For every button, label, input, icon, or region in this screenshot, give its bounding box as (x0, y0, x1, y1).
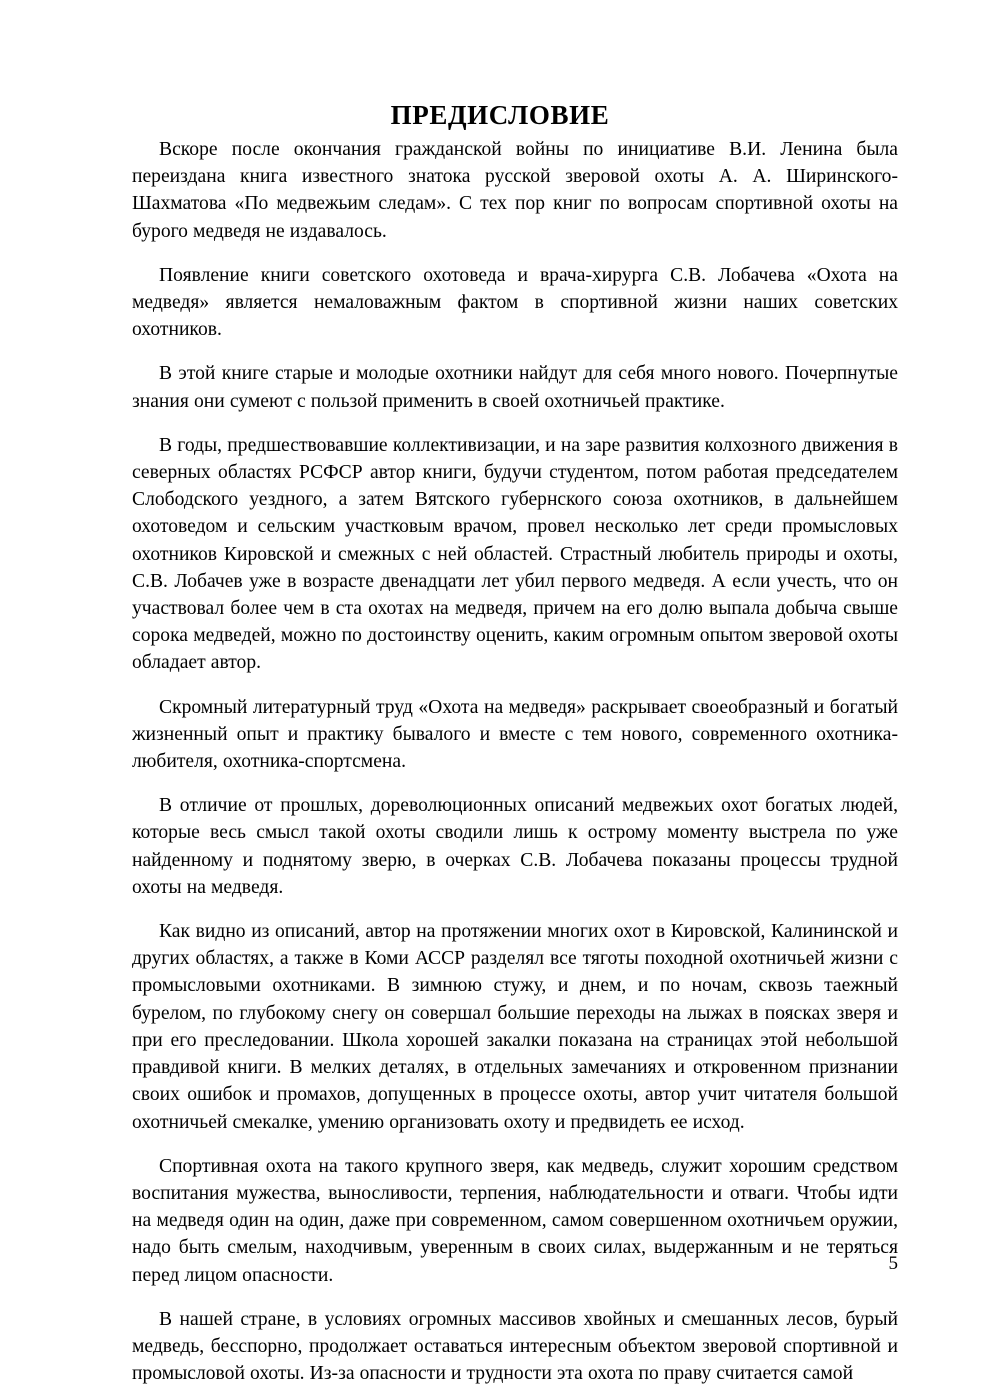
body-text-block (132, 136, 898, 1387)
paragraph: Вскоре после окончания гражданской войны по инициативе В.И. Ленина была переиздана книга известного знатока русской зверовой охоты А. А. Ширинского-Шахматова «По медвежьим следам». С тех пор книг по вопросам спортивной охоты на бурого медведя не издавалось. (132, 139, 898, 242)
paragraph: В нашей стране, в условиях огромных массивов хвойных и смешанных лесов, бурый медведь, бесспорно, продолжает оставаться интересным объектом зверовой спортивной и промысловой охоты. Из-за опасности и трудности эта охота по праву считается самой (132, 1308, 898, 1385)
paragraph: В этой книге старые и молодые охотники найдут для себя много нового. Почерпнутые знания они сумеют с пользой применить в своей охотничьей практике. (132, 363, 898, 412)
page-title: ПРЕДИСЛОВИЕ (390, 100, 610, 131)
paragraph: В годы, предшествовавшие коллективизации, и на заре развития колхозного движения в северных областях РСФСР автор книги, будучи студентом, потом работая председателем Слободского уездного, а затем Вятского губернского союза охотников, в дальнейшем охотоведом и сельским участковым врачом, провел несколько лет среди промысловых охотников Кировской и смежных с ней областей. Страстный любитель природы и охоты, С.В. Лобачев уже в возрасте двенадцати лет убил первого медведя. А если учесть, что он участвовал более чем в ста охотах на медведя, причем на его долю выпала добыча свыше сорока медведей, можно по достоинству оценить, каким огромным опытом зверовой охоты обладает автор. (132, 434, 898, 674)
paragraph: Появление книги советского охотоведа и врача-хирурга С.В. Лобачева «Охота на медведя» является немаловажным фактом в спортивной жизни наших советских охотников. (132, 264, 898, 341)
paragraph: Как видно из описаний, автор на протяжении многих охот в Кировской, Калининской и других областях, а также в Коми АССР разделял все тяготы походной охотничьей жизни с промысловыми охотниками. В зимнюю стужу, и днем, и по ночам, сквозь таежный бурелом, по глубокому снегу он совершал большие переходы на лыжах в поясках зверя и при его преследовании. Школа хорошей закалки показана на страницах этой небольшой правдивой книги. В мелких деталях, в отдельных замечаниях и откровенном признании своих ошибок и промахов, допущенных в процессе охоты, автор учит читателя большой охотничьей смекалке, умению организовать охоту и предвидеть ее исход. (132, 921, 898, 1133)
paragraph: Скромный литературный труд «Охота на медведя» раскрывает своеобразный и богатый жизненный опыт и практику бывалого и вместе с тем нового, современного охотника-любителя, охотника-спортсмена. (132, 696, 898, 773)
paragraph: В отличие от прошлых, дореволюционных описаний медвежьих охот богатых людей, которые весь смысл такой охоты сводили лишь к острому моменту выстрела по уже найденному и поднятому зверю, в очерках С.В. Лобачева показаны процессы трудной охоты на медведя. (132, 795, 898, 898)
page-number: 5 (888, 1253, 898, 1274)
paragraph: Спортивная охота на такого крупного зверя, как медведь, служит хорошим средством воспитания мужества, выносливости, терпения, наблюдательности и отваги. Чтобы идти на медведя один на один, даже при современном, самом совершенном охотничьем оружии, надо быть смелым, находчивым, уверенным в своих силах, выдержанным и не теряться перед лицом опасности. (132, 1155, 898, 1286)
